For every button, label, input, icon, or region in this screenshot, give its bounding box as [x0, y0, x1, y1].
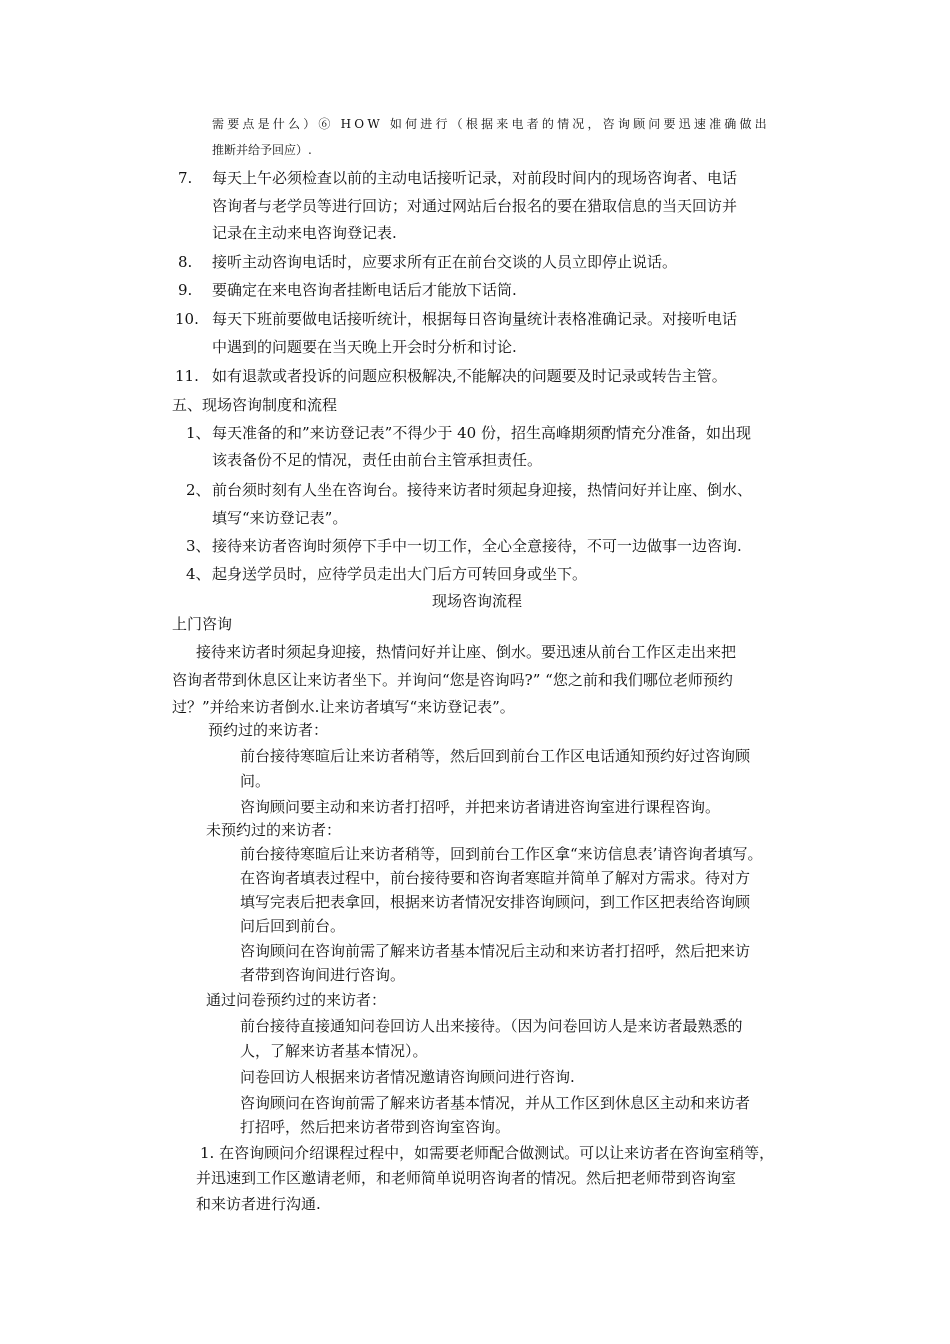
booked-line: 咨询顾问要主动和来访者打招呼，并把来访者请进咨询室进行课程咨询。	[240, 798, 721, 816]
list-item-text: 中遇到的问题要在当天晚上开会时分析和讨论.	[212, 338, 517, 356]
list-item-text: 接听主动咨询电话时，应要求所有正在前台交谈的人员立即停止说话。	[212, 253, 678, 271]
survey-line: 人，了解来访者基本情况）。	[240, 1042, 428, 1060]
list-item-text: 前台须时刻有人坐在咨询台。接待来访者时须起身迎接，热情问好并让座、倒水、	[212, 481, 753, 499]
survey-line: 打招呼，然后把来访者带到咨询室咨询。	[240, 1118, 511, 1136]
booked-line: 前台接待寒暄后让来访者稍等，然后回到前台工作区电话通知预约好过咨询顾	[240, 747, 751, 765]
list-item-text: 起身送学员时，应待学员走出大门后方可转回身或坐下。	[212, 565, 588, 583]
list-item-number: 4、	[186, 565, 211, 583]
list-item-number: 10.	[175, 310, 199, 328]
paragraph-line: 接待来访者时须起身迎接，热情问好并让座、倒水。要迅速从前台工作区走出来把	[196, 643, 737, 661]
survey-label: 通过问卷预约过的来访者：	[206, 991, 387, 1009]
unbooked-line: 前台接待寒暄后让来访者稍等，回到前台工作区拿“来访信息表’请咨询者填写。	[240, 845, 763, 863]
list-item-text: 每天上午必须检查以前的主动电话接听记录，对前段时间内的现场咨询者、电话	[212, 169, 738, 187]
list-item-text: 咨询者与老学员等进行回访；对通过网站后台报名的要在猎取信息的当天回访并	[212, 197, 738, 215]
list-item-text: 每天下班前要做电话接听统计，根据每日咨询量统计表格准确记录。对接听电话	[212, 310, 738, 328]
survey-line: 前台接待直接通知问卷回访人出来接待。（因为问卷回访人是来访者最熟悉的	[240, 1017, 743, 1035]
booked-line: 问。	[240, 772, 271, 790]
unbooked-line: 者带到咨询间进行咨询。	[240, 966, 406, 984]
paragraph-line: 咨询者带到休息区让来访者坐下。并询问“您是咨询吗?” “您之前和我们哪位老师预约	[172, 671, 733, 689]
unbooked-line: 咨询顾问在咨询前需了解来访者基本情况后主动和来访者打招呼，然后把来访	[240, 942, 751, 960]
unbooked-line: 在咨询者填表过程中，前台接待要和咨询者寒暄并简单了解对方需求。待对方	[240, 869, 751, 887]
list-item-text: 每天准备的和”来访登记表”不得少于 40 份，招生高峰期须酌情充分准备，如出现	[212, 424, 751, 442]
list-item-text: 要确定在来电咨询者挂断电话后才能放下话筒.	[212, 281, 517, 299]
list-item-number: 3、	[186, 537, 211, 555]
list-item-number: 11.	[175, 367, 199, 385]
note-line: 和来访者进行沟通.	[196, 1195, 321, 1213]
list-item-text: 记录在主动来电咨询登记表.	[212, 224, 397, 242]
unbooked-line: 填写完表后把表拿回，根据来访者情况安排咨询顾问，到工作区把表给咨询顾	[240, 893, 751, 911]
booked-label: 预约过的来访者：	[208, 721, 329, 739]
list-item-text: 如有退款或者投诉的问题应积极解决,不能解决的问题要及时记录或转告主管。	[212, 367, 727, 385]
unbooked-label: 未预约过的来访者：	[206, 821, 342, 839]
paragraph-line: 过？”并给来访者倒水.让来访者填写“来访登记表”。	[172, 698, 515, 716]
note-line: 1. 在咨询顾问介绍课程过程中，如需要老师配合做测试。可以让来访者在咨询室稍等，	[200, 1144, 775, 1162]
list-item-text: 该表备份不足的情况，责任由前台主管承担责任。	[212, 451, 543, 469]
note-line: 并迅速到工作区邀请老师，和老师简单说明咨询者的情况。然后把老师带到咨询室	[196, 1169, 737, 1187]
list-item-text: 接待来访者咨询时须停下手中一切工作，全心全意接待，不可一边做事一边咨询.	[212, 537, 742, 555]
list-item-number: 9.	[178, 281, 193, 299]
flow-subtitle: 上门咨询	[172, 615, 233, 633]
list-item-text: 填写“来访登记表”。	[212, 509, 348, 527]
list-item-number: 1、	[186, 424, 211, 442]
top-line-2: 推断并给予回应）.	[212, 143, 312, 157]
list-item-number: 7.	[178, 169, 193, 187]
section-heading: 五、现场咨询制度和流程	[172, 396, 338, 414]
flow-title: 现场咨询流程	[432, 592, 523, 610]
list-item-number: 8.	[178, 253, 193, 271]
survey-line: 咨询顾问在咨询前需了解来访者基本情况，并从工作区到休息区主动和来访者	[240, 1094, 751, 1112]
list-item-number: 2、	[186, 481, 211, 499]
unbooked-line: 问后回到前台。	[240, 917, 346, 935]
top-line-1: 需要点是什么）⑥ HOW 如何进行（根据来电者的情况，咨询顾问要迅速准确做出	[212, 117, 770, 131]
survey-line: 问卷回访人根据来访者情况邀请咨询顾问进行咨询.	[240, 1068, 575, 1086]
